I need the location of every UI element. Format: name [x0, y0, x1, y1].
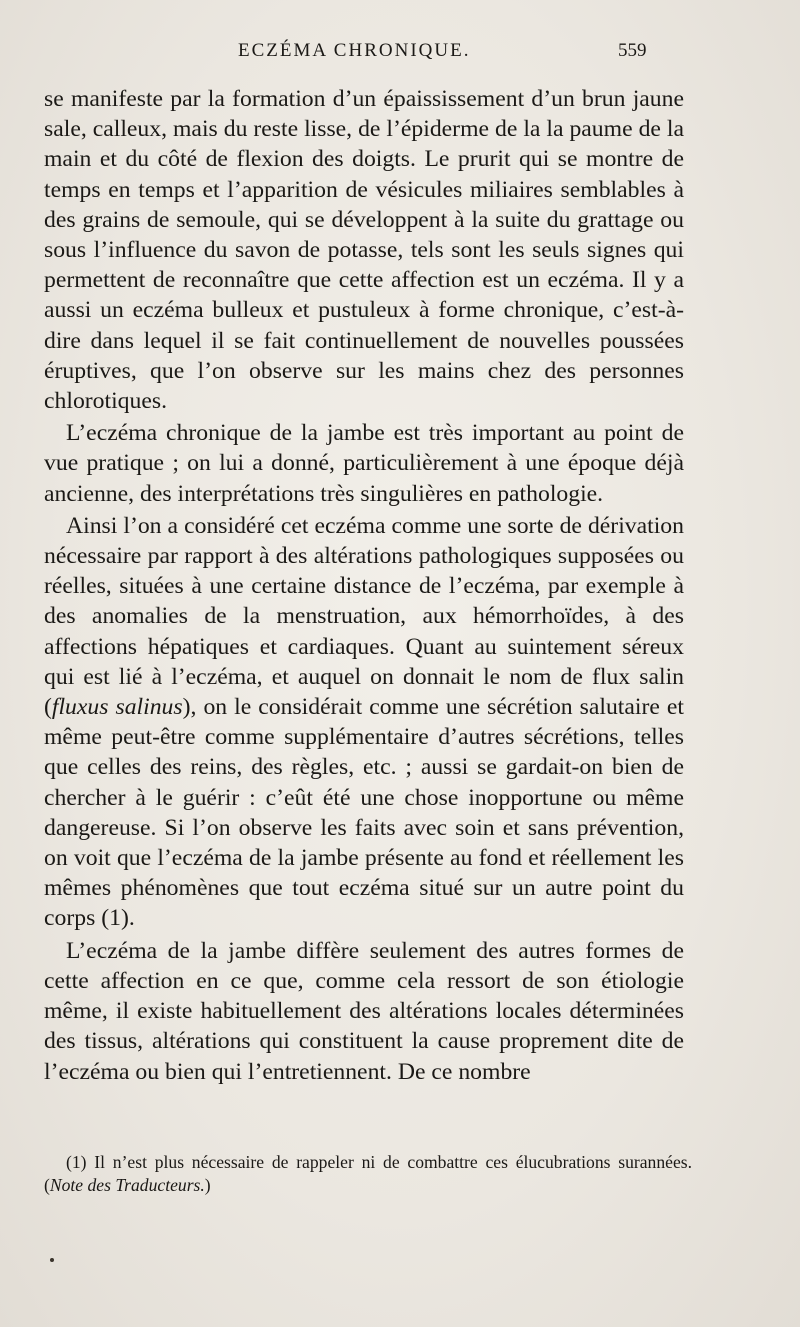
footnote-attribution: Note des Traducteurs. — [49, 1175, 205, 1195]
paragraph-2: L’eczéma chronique de la jambe est très important au point de vue pratique ; on lui a donné, particulièrement à une époque déjà ancienne, des interprétations très singulières en pathologie. — [44, 420, 684, 507]
paragraph-3 — [44, 511, 684, 934]
paragraph-1: se manifeste par la formation d’un épaississement d’un brun jaune sale, calleux, mais du reste lisse, de l’épiderme de la la paume de la main et du côté de flexion des doigts. Le prurit qui se montre de temps en temps et l’apparition de vésicules miliaires semblables à des grains de semoule, qui se développent à la suite du grattage ou sous l’influence du savon de potasse, tels sont les seuls signes qui permettent de reconnaître que cette affection est un eczéma. Il y a aussi un eczéma bulleux et pustuleux à forme chronique, c’est-à-dire dans lequel il se fait continuellement de nouvelles poussées éruptives, que l’on observe sur les mains chez des personnes chlorotiques. — [44, 86, 684, 415]
page-number: 559 — [618, 40, 647, 61]
footnote-text: (1) Il n’est plus nécessaire de rappeler ni de combattre ces élucubrations surannées. ( — [44, 1152, 692, 1195]
footnote-close: ) — [204, 1175, 211, 1195]
footnote — [44, 1151, 692, 1197]
paragraph-3-latin-term: fluxus salinus — [51, 694, 183, 721]
body-text — [44, 84, 684, 1087]
ink-speck — [50, 1258, 54, 1262]
running-title: ECZÉMA CHRONIQUE. — [238, 40, 471, 61]
paragraph-4: L’eczéma de la jambe diffère seulement des autres formes de cette affection en ce que, comme cela ressort de son étiologie même, il existe habituellement des altérations locales déterminées des tissus, altérations qui constituent la cause proprement dite de l’eczéma ou bien qui l’entretiennent. De ce nombre — [44, 937, 684, 1085]
paragraph-3-text-a: Ainsi l’on a considéré cet eczéma comme une sorte de dérivation nécessaire par rapport à des altérations pathologiques supposées ou réelles, situées à une certaine distance de l’eczéma, par exemple à des anomalies de la menstruation, aux hémorrhoïdes, à des affections hépatiques et cardiaques. Quant au suintement séreux qui est lié à l’eczéma, et auquel on donnait le nom de flux salin ( — [44, 512, 684, 721]
paragraph-3-text-b: ), on le considérait comme une sécrétion salutaire et même peut-être comme supplémentaire d’autres sécrétions, telles que celles des reins, des règles, etc. ; aussi se gardait-on bien de chercher à le guérir : c’eût été une chose inopportune ou même dangereuse. Si l’on observe les faits avec soin et sans prévention, on voit que l’eczéma de la jambe présente au fond et réellement les mêmes phénomènes que tout eczéma situé sur un autre point du corps (1). — [44, 694, 684, 932]
